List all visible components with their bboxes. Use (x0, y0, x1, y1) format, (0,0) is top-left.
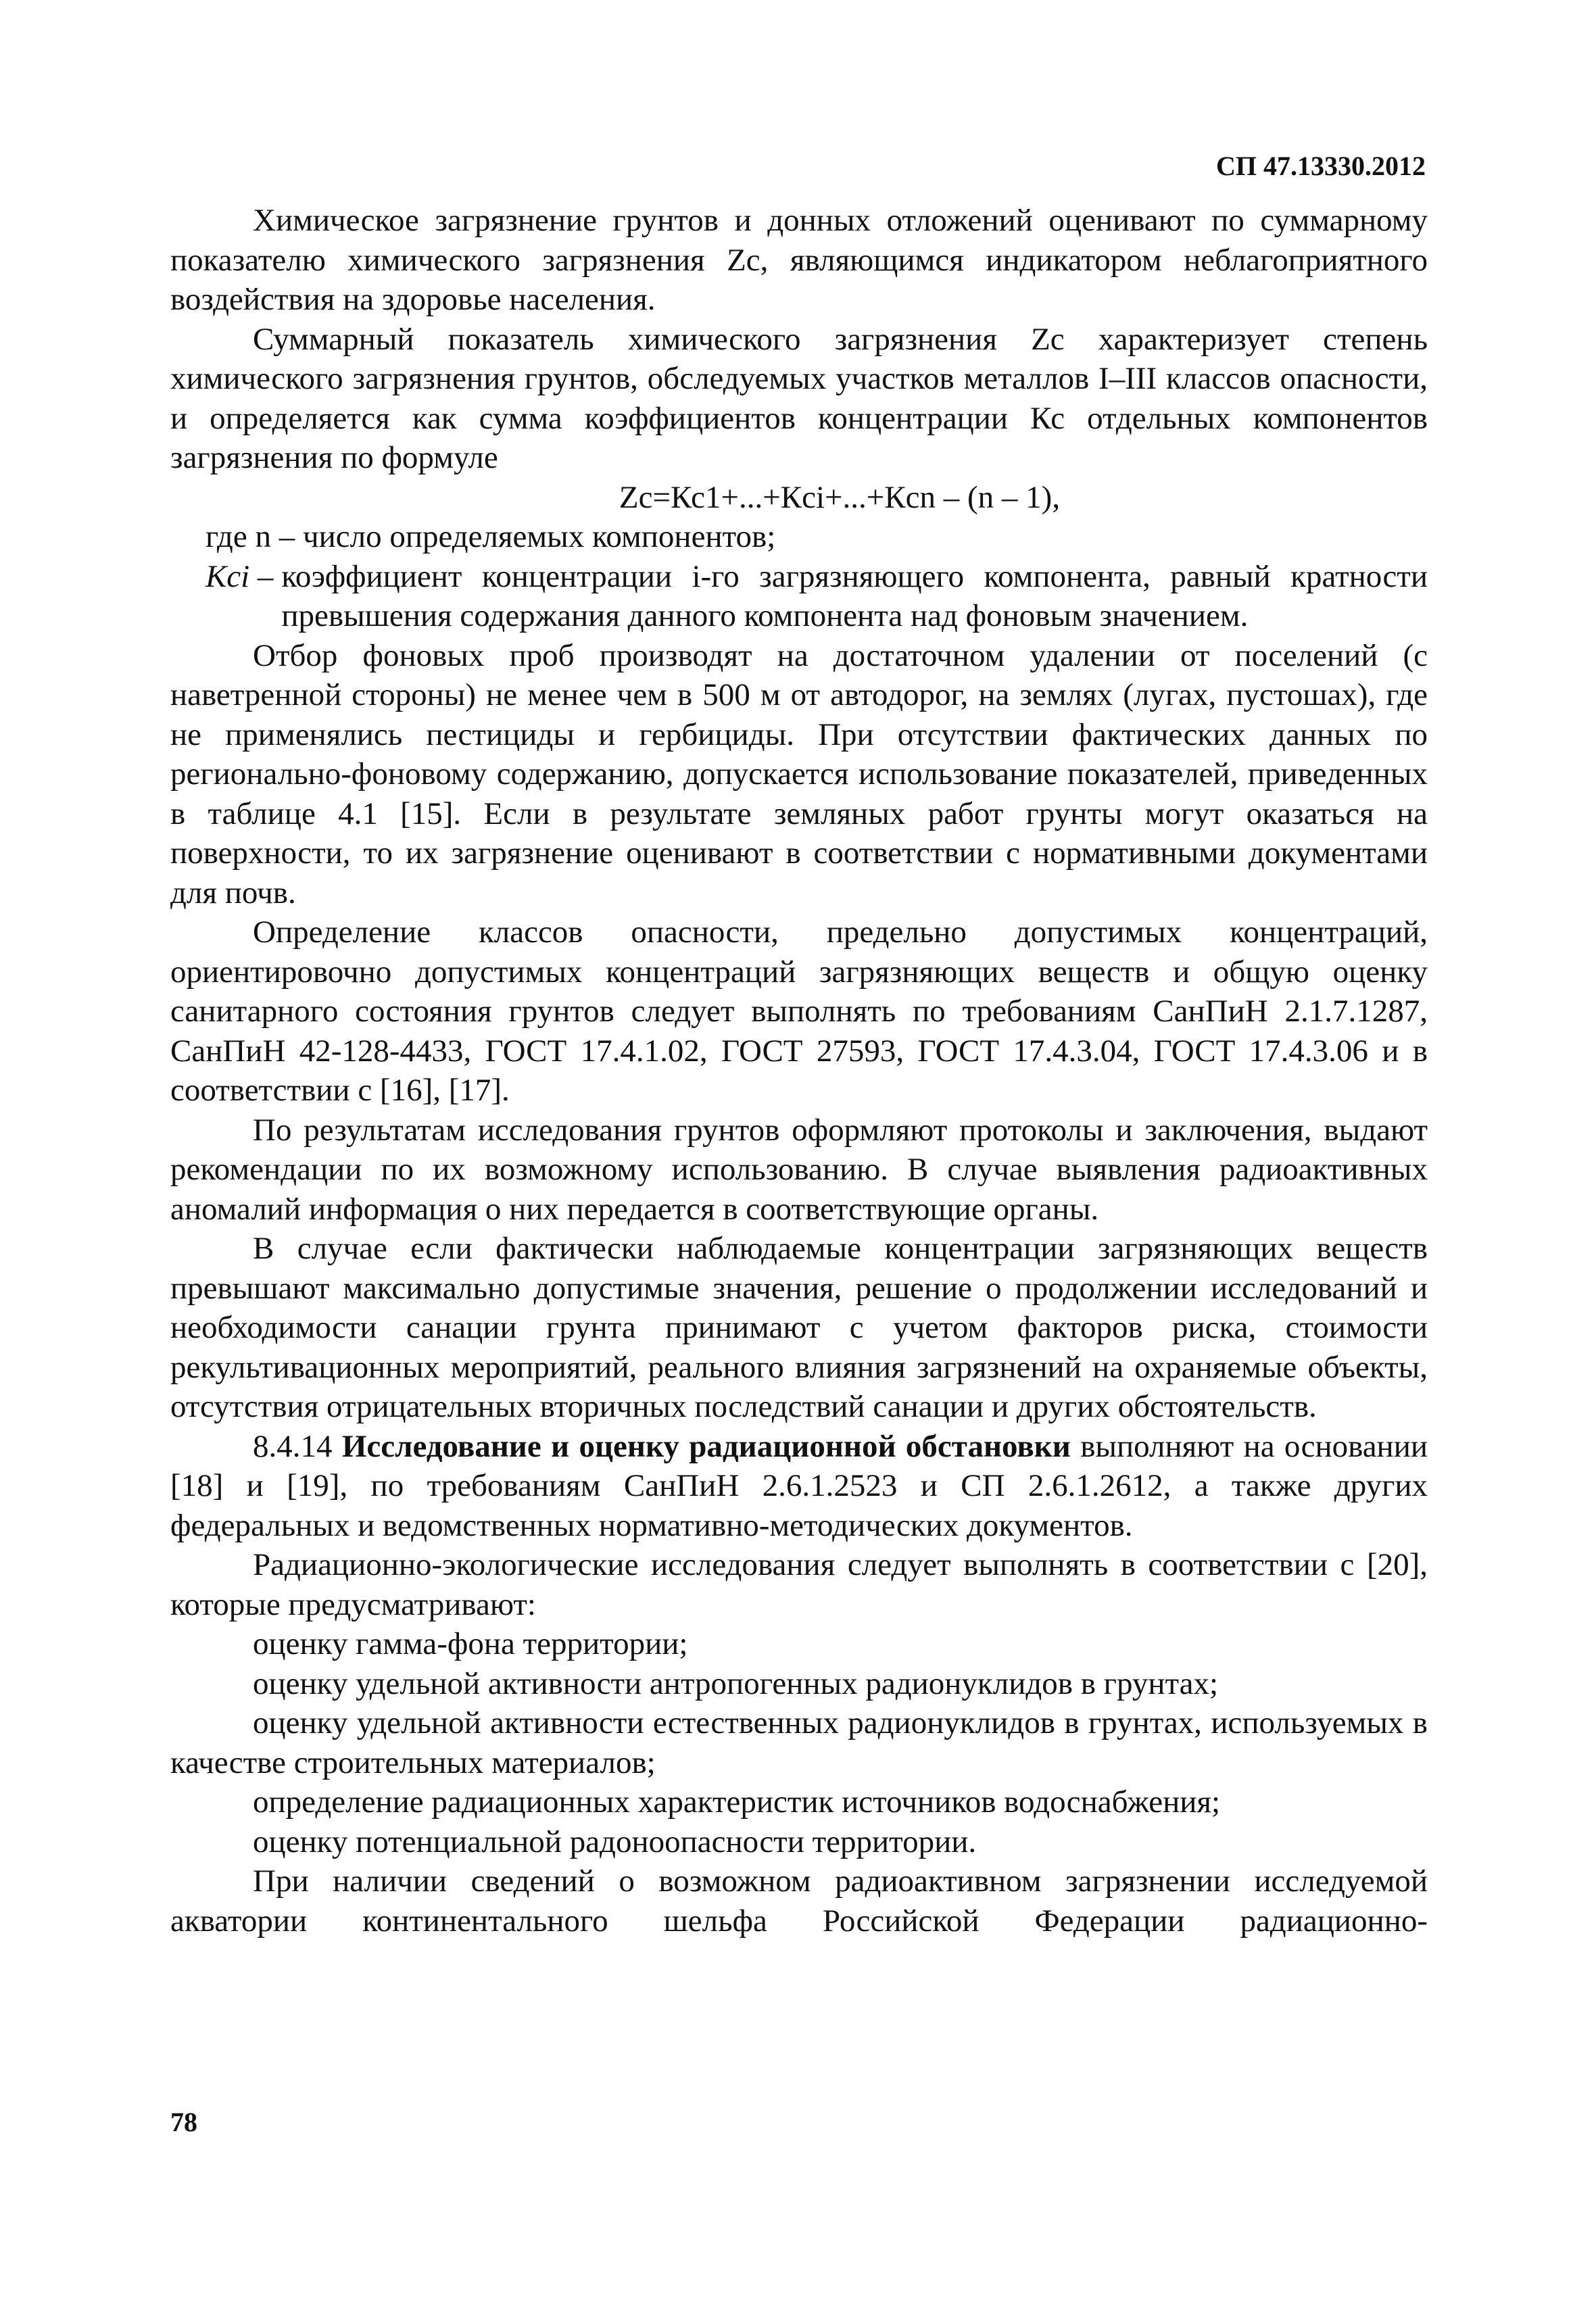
paragraph-excess-concentrations: В случае если фактически наблюдаемые концентрации загрязняющих веществ превышают максимально допустимые значения, решение о продолжении исследований и необходимости санации грунта принимают с учетом факторов риска, стоимости рекультивационных мероприятий, реального влияния загрязнений на охраняемые объекты, отсутствия отрицательных вторичных последствий санации и других обстоятельств. (170, 1231, 1428, 1424)
where-n-line: где n – число определяемых компонентов; (205, 519, 776, 554)
list-item: оценку гамма-фона территории; (253, 1626, 688, 1661)
paragraph-radiation-ecological: Радиационно-экологические исследования следует выполнять в соответствии с [20], которые предусматривают: (170, 1547, 1428, 1622)
page-number: 78 (170, 2107, 197, 2137)
paragraph-background-samples: Отбор фоновых проб производят на достаточном удалении от поселений (с наветренной стороны) не менее чем в 500 м от автодорог, на землях (лугах, пустошах), где не применялись пестициды и гербициды. При отсутствии фактических данных по регионально-фоновому содержанию, допускается использование показателей, приведенных в таблице 4.1 [15]. Если в результате земляных работ грунты могут оказаться на поверхности, то их загрязнение оценивают в соответствии с нормативными документами для почв. (170, 637, 1428, 910)
list-item: определение радиационных характеристик источников водоснабжения; (253, 1784, 1221, 1820)
formula-zc: Zc=Кс1+...+Кci+...+Кcn – (n – 1), (619, 479, 1061, 515)
paragraph-zc-definition: Суммарный показатель химического загрязнения Zc характеризует степень химического загрязнения грунтов, обследуемых участков металлов I–III классов опасности, и определяется как сумма коэффициентов концентрации Кс отдельных компонентов загрязнения по формуле (170, 321, 1428, 475)
paragraph-results: По результатам исследования грунтов оформляют протоколы и заключения, выдают рекомендации по их возможному использованию. В случае выявления радиоактивных аномалий информация о них передается в соответствующие органы. (170, 1112, 1428, 1227)
list-item: оценку удельной активности естественных радионуклидов в грунтах, используемых в качестве строительных материалов; (170, 1705, 1428, 1780)
paragraph-shelf-contamination: При наличии сведений о возможном радиоактивном загрязнении исследуемой акватории континентального шельфа Российской Федерации радиационно- (170, 1863, 1428, 1939)
document-code-header: СП 47.13330.2012 (1216, 151, 1426, 181)
section-bold-title: Исследование и оценку радиационной обстановки (341, 1428, 1071, 1464)
paragraph-zc-intro: Химическое загрязнение грунтов и донных отложений оценивают по суммарному показателю химического загрязнения Zc, являющимся индикатором неблагоприятного воздействия на здоровье населения. (170, 203, 1428, 317)
kci-definition (170, 557, 1428, 636)
section-rest-text: выполняют на основании [18] и [19], по требованиям СанПиН 2.6.1.2523 и СП 2.6.1.2612, а также других федеральных и ведомственных нормативно-методических документов. (170, 1428, 1428, 1543)
section-number: 8.4.14 (253, 1428, 333, 1464)
paragraph-hazard-classes: Определение классов опасности, предельно допустимых концентраций, ориентировочно допустимых концентраций загрязняющих веществ и общую оценку санитарного состояния грунтов следует выполнять по требованиям СанПиН 2.1.7.1287, СанПиН 42-128-4433, ГОСТ 17.4.1.02, ГОСТ 27593, ГОСТ 17.4.3.04, ГОСТ 17.4.3.06 и в соответствии с [16], [17]. (170, 915, 1428, 1108)
kci-description: коэффициент концентрации i-го загрязняющего компонента, равный кратности превышения содержания данного компонента над фоновым значением. (281, 558, 1428, 633)
list-item: оценку потенциальной радоноопасности территории. (253, 1824, 977, 1859)
paragraph-8-4-14 (170, 1427, 1428, 1546)
kci-term: Кci – (205, 558, 274, 594)
list-item: оценку удельной активности антропогенных радионуклидов в грунтах; (253, 1665, 1219, 1701)
page-body (170, 201, 1428, 1941)
